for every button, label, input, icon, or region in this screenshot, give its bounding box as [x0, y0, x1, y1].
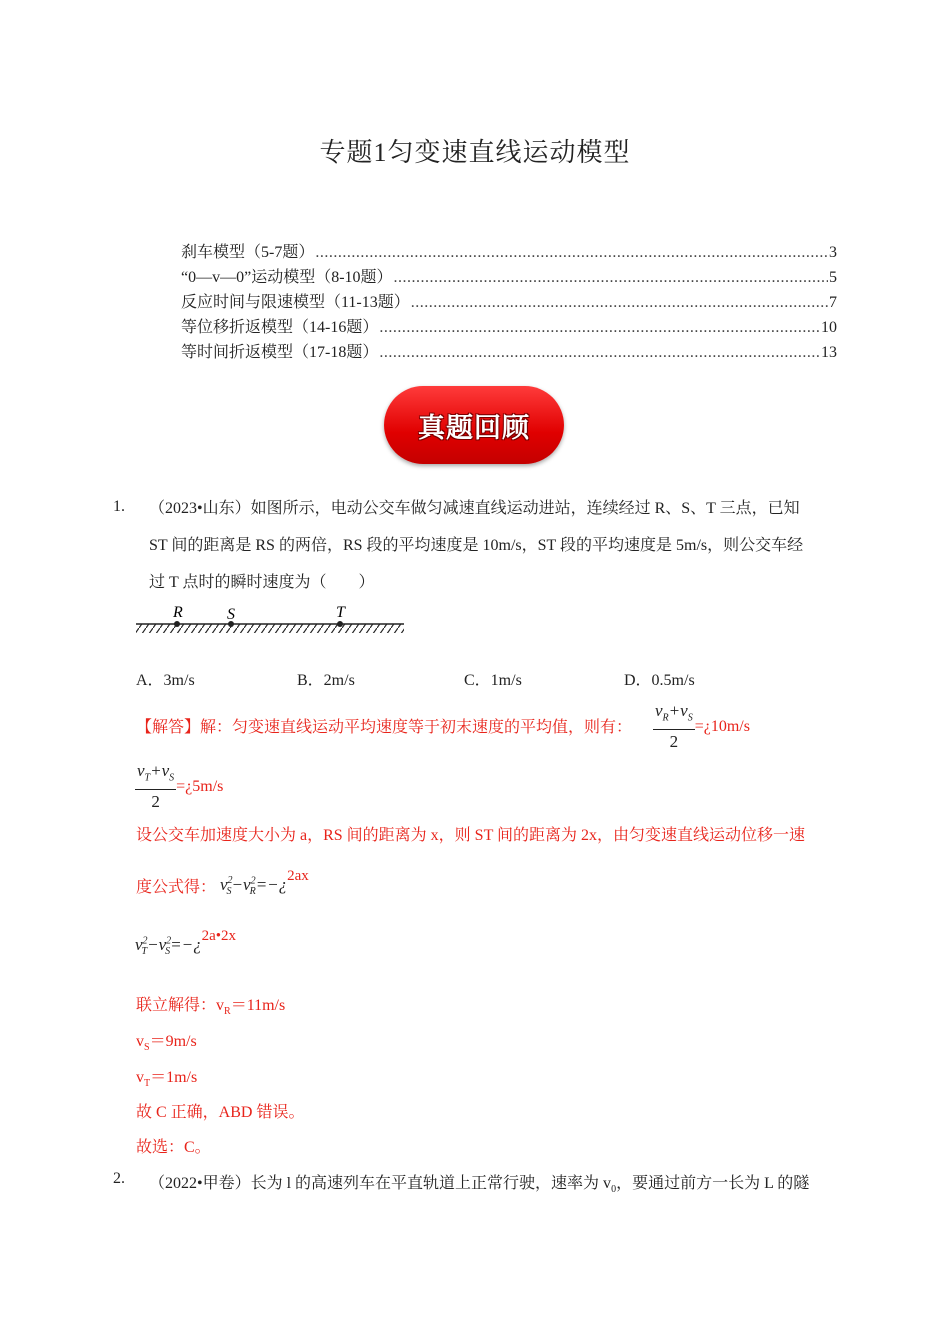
equation-2: $\frac{v_T+v_S}{2}$ =¿5m/s — [137, 761, 224, 812]
answer-vt: $v_T=1m/s$ — [136, 1069, 198, 1090]
option-d[interactable]: D．0.5m/s — [624, 672, 695, 689]
toc-entry[interactable]: 刹车模型（5-7题） ..... 3 — [181, 239, 837, 261]
point-r — [174, 621, 180, 627]
answer-solve-vr: 联立解得：$v_R=11m/s$ — [136, 997, 286, 1018]
section-banner: 真题回顾 — [384, 386, 564, 464]
question-text: （2023•山东）如图所示，电动公交车做匀减速直线运动进站，连续经过 R、S、T 三点，已知 ST 间的距离是 RS 的两倍，RS 段的平均速度是 10m/s，ST 段的平均速度是 5m/s，则公交车经 过 T 点时的瞬时速度为（ ） — [149, 500, 804, 591]
option-c[interactable]: C．1m/s — [464, 672, 522, 689]
answer-intro: 【解答】解：匀变速直线运动平均速度等于初末速度的平均值，则有： — [136, 719, 633, 736]
toc-entry[interactable]: “0—v—0”运动模型（8-10题） ..... 5 — [181, 264, 837, 286]
option-a[interactable]: A．3m/s — [136, 672, 195, 689]
answer-line-3: 设公交车加速度大小为 a，RS 间的距离为 x，则 ST 间的距离为 2x，由匀变速直线运动位移一速 — [136, 827, 806, 844]
option-b[interactable]: B．2m/s — [297, 672, 355, 689]
answer-conclusion: 故 C 正确，ABD 错误。 — [136, 1104, 305, 1121]
label-t: T — [336, 604, 345, 621]
answer-vs: $v_S=9m/s$ — [136, 1033, 197, 1054]
equation-1: $\frac{v_R+v_S}{2}$ =¿10m/s — [655, 701, 750, 752]
toc-entry[interactable]: 等位移折返模型（14-16题） ..... 10 — [181, 314, 837, 336]
answer-line-4: 度公式得： — [136, 879, 217, 896]
label-s: S — [227, 606, 235, 623]
toc-entry[interactable]: 等时间折返模型（17-18题） ..... 13 — [181, 339, 837, 361]
question-text: （2022•甲卷）长为 l 的高速列车在平直轨道上正常行驶，速率为 $v_0$，要通过前方一长为 L 的隧 — [149, 1175, 810, 1196]
document-title: 专题1匀变速直线运动模型 — [319, 138, 631, 167]
track-figure — [132, 598, 408, 638]
question-number: 2. — [113, 1170, 125, 1187]
equation-3: $v^2_S-v^2_R=-¿2ax$ — [220, 868, 309, 898]
answer-choice: 故选：C。 — [136, 1139, 211, 1156]
point-t — [337, 621, 343, 627]
equation-4: $v^2_T-v^2_S=-¿2a•2x$ — [135, 928, 237, 958]
label-r: R — [173, 604, 183, 621]
question-number: 1. — [113, 498, 125, 515]
toc-entry[interactable]: 反应时间与限速模型（11-13题） ..... 7 — [181, 289, 837, 311]
